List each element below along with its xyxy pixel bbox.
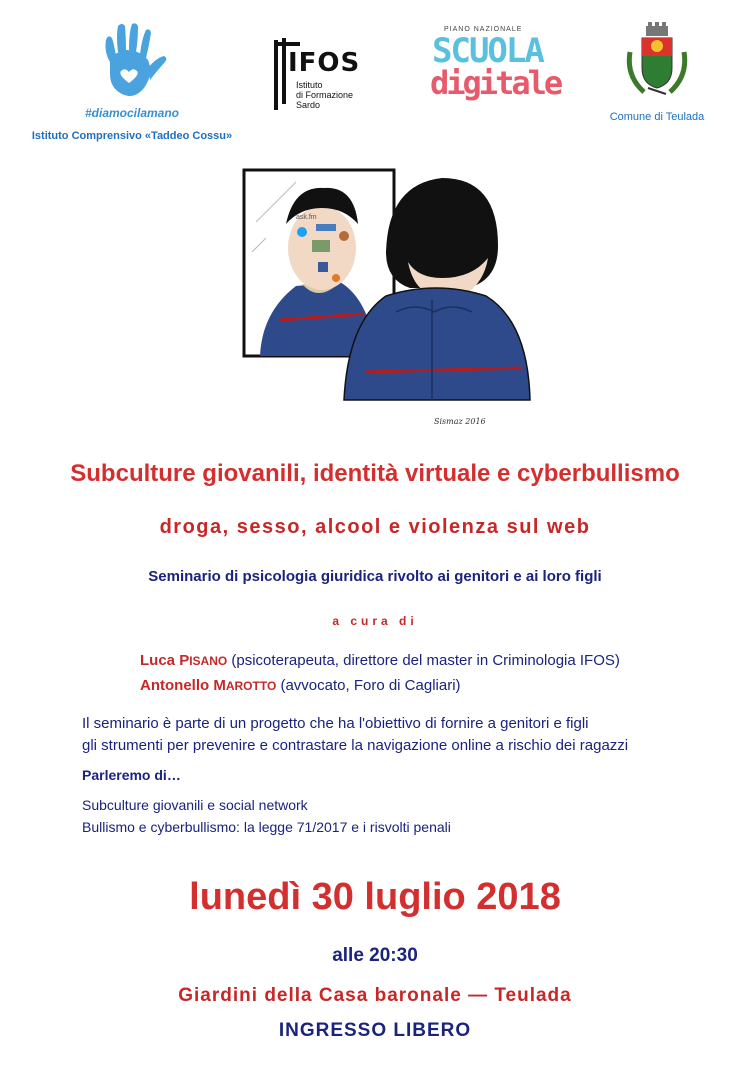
boy-mirror-icon (236, 162, 536, 432)
scuola-digitale-top: PIANO NAZIONALE (444, 26, 523, 33)
school-name: Istituto Comprensivo «Taddeo Cossu» (31, 130, 233, 142)
topics-heading: Parleremo di… (82, 767, 181, 783)
topic-item: Subculture giovanili e social network (82, 797, 308, 813)
coat-of-arms-icon (622, 22, 692, 102)
speaker-name: Antonello MAROTTO (140, 677, 277, 694)
curated-by-label: a cura di (332, 614, 418, 628)
event-time: alle 20:30 (332, 945, 418, 966)
comune-logo (602, 22, 712, 126)
page-subtitle: droga, sesso, alcool e violenza sul web (159, 516, 591, 538)
ask-fm-badge: ask.fm (296, 214, 317, 221)
speaker-role: (avvocato, Foro di Cagliari) (280, 677, 461, 694)
ifos-subtitle: Istituto di Formazione Sardo (296, 80, 354, 110)
speaker-role: (psicoterapeuta, direttore del master in Criminologia IFOS) (231, 652, 620, 669)
mirror-illustration (236, 162, 536, 432)
speaker-row (140, 652, 620, 669)
scuola-digitale-line1: SCUOLA (432, 31, 543, 71)
hand-icon (92, 22, 172, 110)
hashtag: #diamocilamano (84, 106, 180, 120)
entry-info: INGRESSO LIBERO (278, 1020, 472, 1041)
speaker-name: Luca PISANO (140, 652, 228, 669)
page-title: Subculture giovanili, identità virtuale e cyberbullismo (70, 460, 680, 487)
scuola-digitale-line2: digitale (430, 64, 561, 102)
scuola-digitale-logo (428, 26, 561, 110)
speaker-row (140, 677, 461, 694)
comune-name: Comune di Teulada (609, 111, 705, 123)
school-logo (22, 22, 242, 142)
ifos-wordmark: IFOS (288, 48, 361, 78)
ifos-logo (268, 34, 383, 114)
event-place: Giardini della Casa baronale — Teulada (178, 985, 572, 1006)
event-date: lunedì 30 luglio 2018 (189, 876, 561, 918)
seminar-description: Seminario di psicologia giuridica rivolto ai genitori e ai loro figli (148, 568, 602, 585)
topic-item: Bullismo e cyberbullismo: la legge 71/2017 e i risvolti penali (82, 819, 451, 835)
project-description: Il seminario è parte di un progetto che ha l'obiettivo di fornire a genitori e figli gli strumenti per prevenire e contrastare la navigazione online a rischio dei ragazzi (82, 715, 629, 754)
svg-text:Sismaz 2016: Sismaz 2016 (434, 417, 486, 426)
